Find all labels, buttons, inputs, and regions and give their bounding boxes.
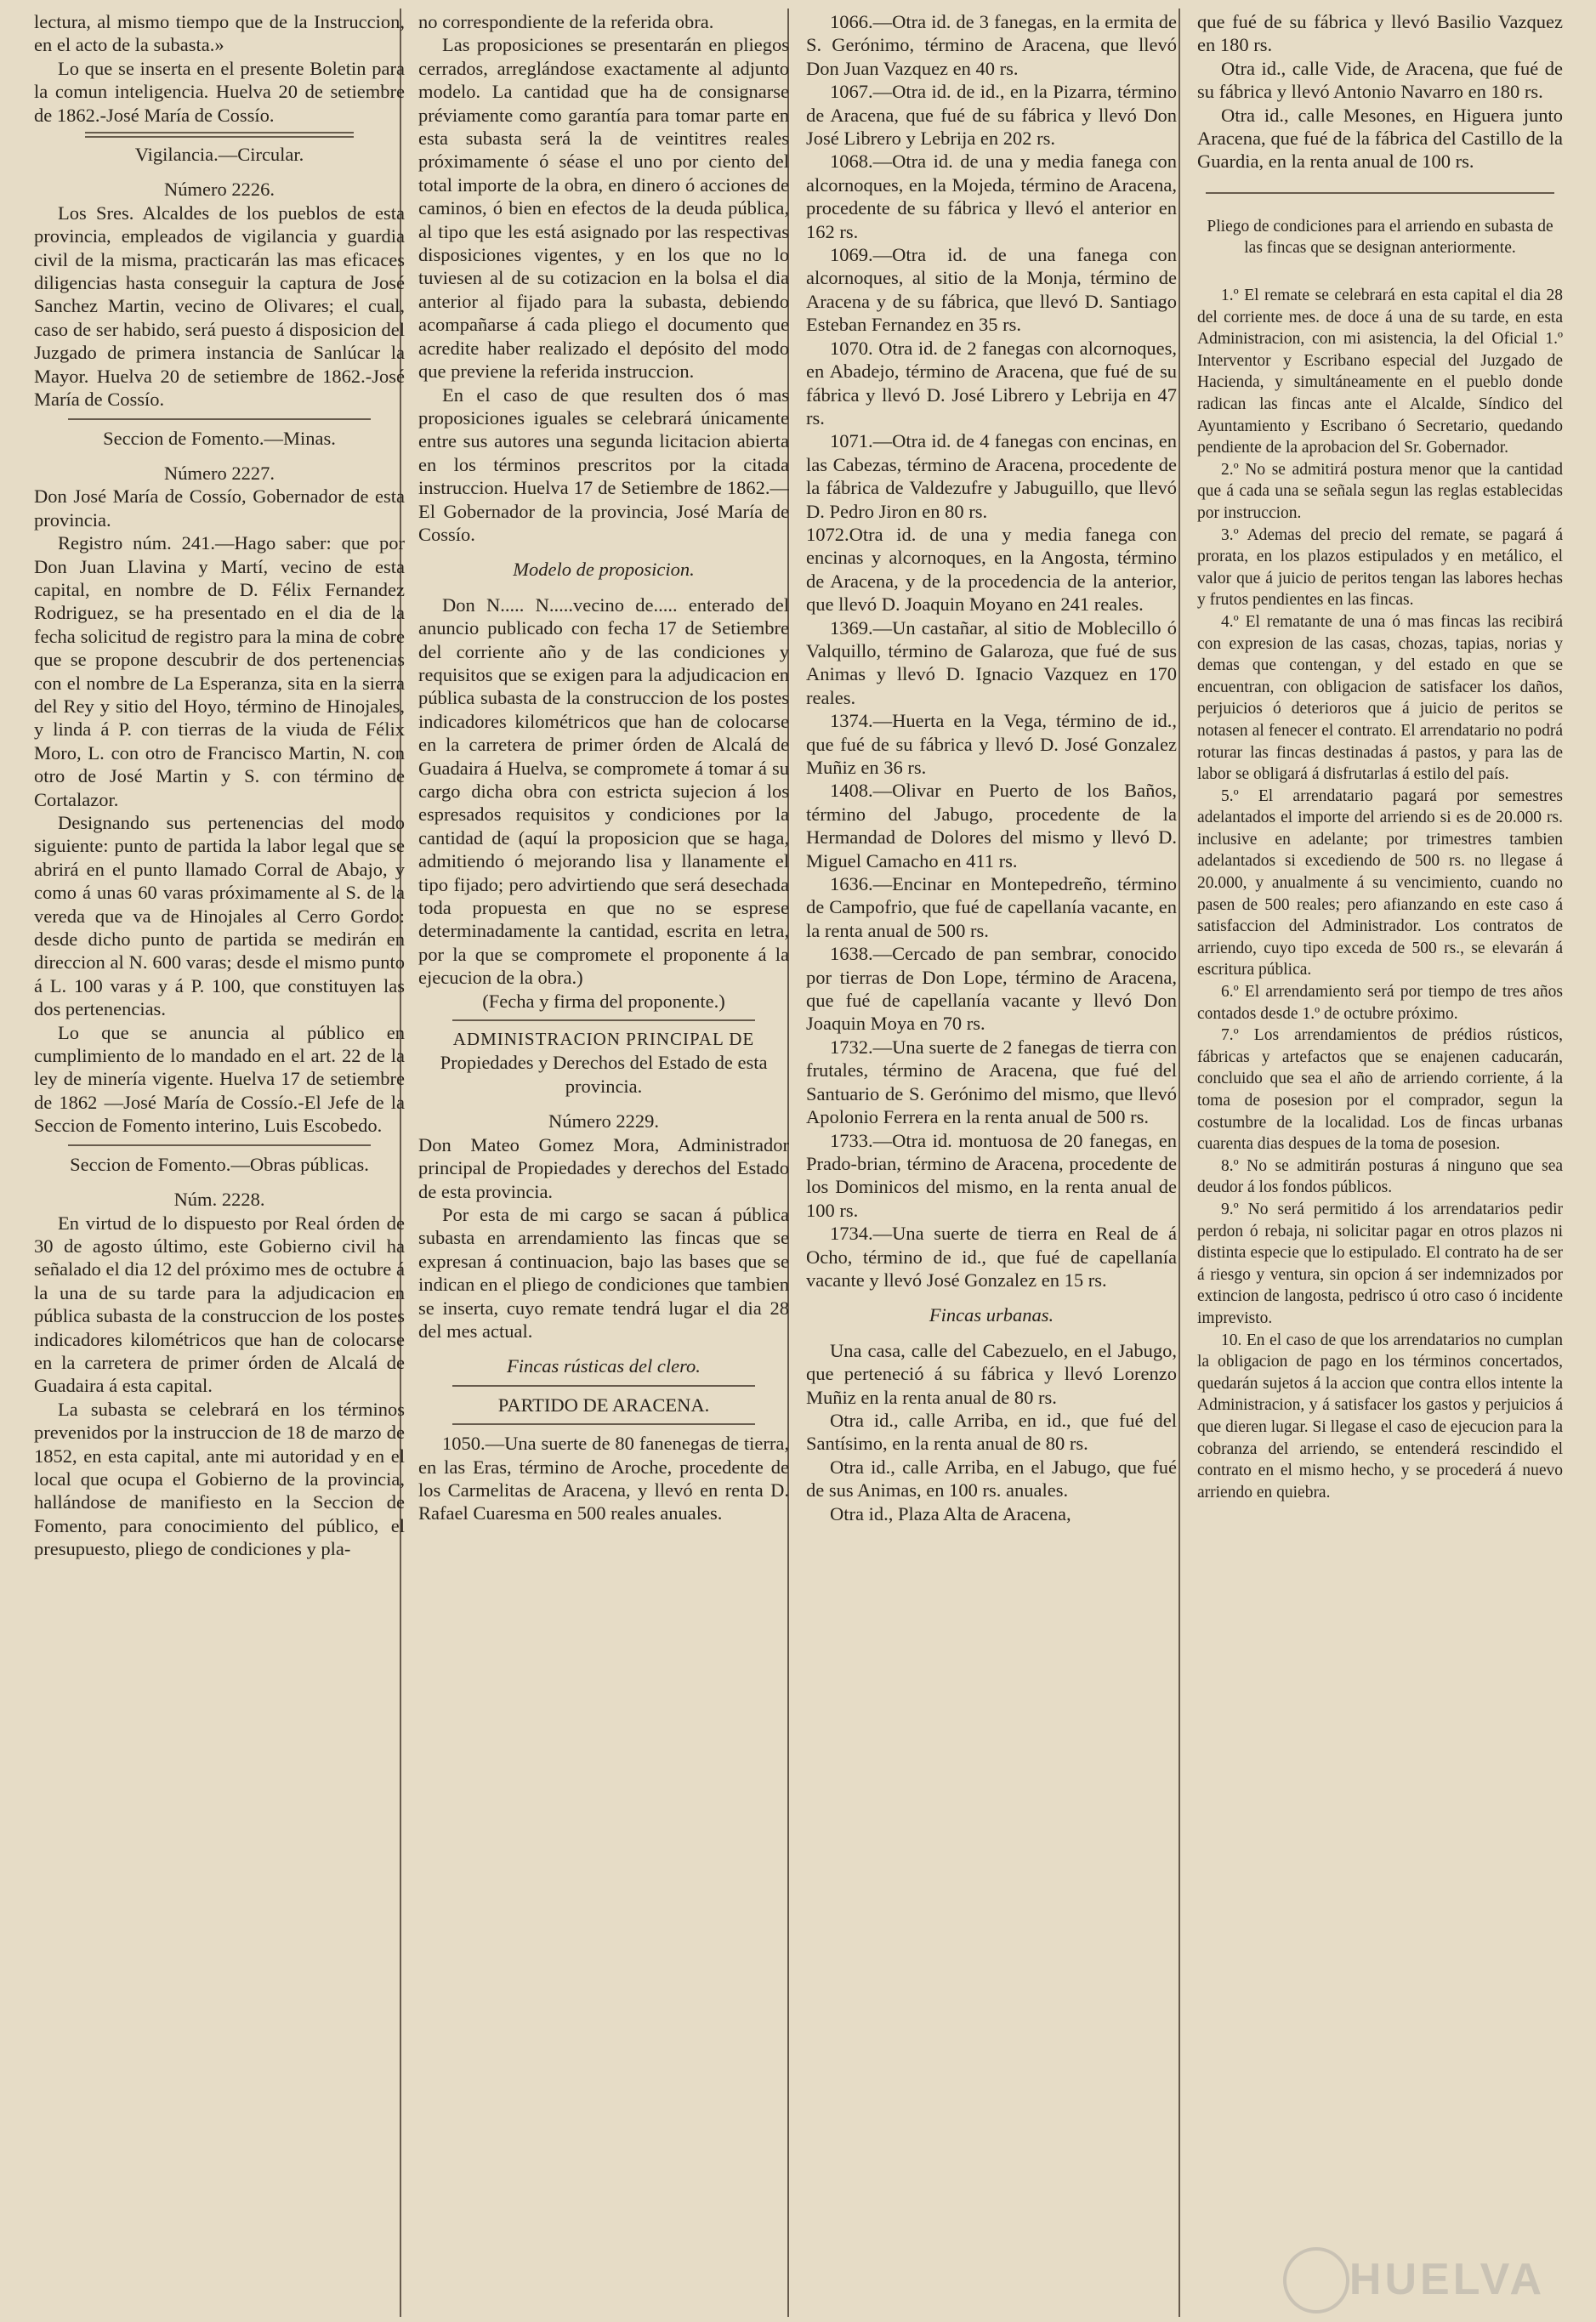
list-item: 1636.—Encinar en Montepedreño, término de Campofrio, que fué de capellanía vacante, en la renta anual de 500 rs. (806, 873, 1177, 941)
column-2 (418, 10, 789, 2306)
list-item: Una casa, calle del Cabezuelo, en el Jabugo, que perteneció á su fábrica y llevó Lorenzo Muñiz en la renta anual de 80 rs. (806, 1339, 1177, 1408)
list-item: 1068.—Otra id. de una y media fanega con alcornoques, en la Mojeda, término de Aracena, procedente de su fábrica y llevó el anterior en 162 rs. (806, 150, 1177, 242)
list-item: 1066.—Otra id. de 3 fanegas, en la ermita de S. Gerónimo, término de Aracena, que llevó Don Juan Vazquez en 40 rs. (806, 11, 1177, 79)
section-heading: ADMINISTRACION PRINCIPAL DE (452, 1029, 755, 1050)
conditions-heading: Pliego de condiciones para el arriendo en subasta de las fincas que se designan anteriormente. (1207, 217, 1553, 258)
column-1 (34, 10, 405, 2306)
column-rule-3 (1179, 9, 1180, 2317)
column-3 (806, 10, 1177, 2306)
condition-item: 1.º El remate se celebrará en esta capital el dia 28 del corriente mes. de doce á una de su tarde, en esta Administracion, con mi asistencia, la del Oficial 1.º Interventor y Escribano especial del Juzgado de Hacienda, y simultáneamente en el pueblo donde radican las fincas ante el Alcalde, Síndico del Ayuntamiento y Escribano ó Secretario, quedando pendiente de la aprobacion del Sr. Gobernador. (1197, 287, 1563, 457)
paragraph: Por esta de mi cargo se sacan á pública subasta en arrendamiento las fincas que se expresan á continuacion, bajo las bases que se indican en el pliego de condiciones que tambien se inserta, cuyo remate tendrá lugar el dia 28 del mes actual. (418, 1203, 789, 1342)
paragraph: Lo que se inserta en el presente Boletin para la comun inteligencia. Huelva 20 de setiembre de 1862.-José María de Cossío. (34, 57, 405, 126)
paragraph: Los Sres. Alcaldes de los pueblos de esta provincia, empleados de vigilancia y guardia civil de la misma, practicarán las mas eficaces diligencias hasta conseguir la captura de José Sanchez Martin, vecino de Olivares; el cual, caso de ser habido, será puesto á disposicion del Juzgado de primera instancia de Sanlúcar la Mayor. Huelva 20 de setiembre de 1862.-José María de Cossío. (34, 202, 405, 411)
watermark: HUELVA (1349, 2255, 1545, 2304)
list-item: 1408.—Olivar en Puerto de los Baños, término del Jabugo, procedente de la Hermandad de Dolores del mismo y llevó D. Miguel Camacho en 411 rs. (806, 780, 1177, 871)
list-item: 1638.—Cercado de pan sembrar, conocido por tierras de Don Lope, término de Aracena, que fué de capellanía vacante y llevó Don Joaquin Moya en 70 rs. (806, 943, 1177, 1035)
list-item: Otra id., calle Mesones, en Higuera junto Aracena, que fué de la fábrica del Castillo de la Guardia, en la renta anual de 100 rs. (1197, 104, 1563, 173)
section-heading: Fincas rústicas del clero. (507, 1355, 701, 1377)
list-item: 1369.—Un castañar, al sitio de Moblecillo ó Valquillo, término de Galaroza, que fué de sus Animas y llevó D. Ignacio Vazquez en 170 reales. (806, 616, 1177, 708)
section-heading: Modelo de proposicion. (513, 559, 695, 581)
paragraph: En virtud de lo dispuesto por Real órden de 30 de agosto último, este Gobierno civil ha señalado el dia 12 del próximo mes de octubre á la una de su tarde para la adjudicacion en pública subasta de la construccion de los postes indicadores kilométricos que han de colocarse en la carretera de primer órden de Alcalá de Guadaira á esta capital. (34, 1212, 405, 1397)
list-item: que fué de su fábrica y llevó Basilio Vazquez en 180 rs. (1197, 11, 1563, 56)
paragraph: La subasta se celebrará en los términos prevenidos por la instruccion de 18 de marzo de 1852, en esta capital, ante mi autoridad y en el local que ocupa el Gobierno de la provincia, hallándose de manifiesto en la Seccion de Fomento, para conocimiento del público, el presupuesto, pliego de condiciones y pla- (34, 1398, 405, 1560)
list-item: 1072.Otra id. de una y media fanega con encinas y alcornoques, en la Angosta, término de Aracena, y de la procedencia de la anterior, que llevó D. Joaquin Moyano en 241 reales. (806, 523, 1177, 616)
divider (452, 1423, 755, 1425)
notice-number: Número 2227. (164, 462, 275, 484)
divider (1206, 192, 1554, 194)
paragraph: Don Mateo Gomez Mora, Administrador principal de Propiedades y derechos del Estado de esta provincia. (418, 1133, 789, 1202)
condition-item: 2.º No se admitirá postura menor que la cantidad que á cada una se señala segun las reglas establecidas por instruccion. (1197, 460, 1563, 522)
divider (452, 1019, 755, 1021)
paragraph: En el caso de que resulten dos ó mas proposiciones iguales se celebrará únicamente entre sus autores una segunda licitacion abierta en los términos prescritos por la citada instruccion. Huelva 17 de Setiembre de 1862.—El Gobernador de la provincia, José María de Cossío. (418, 383, 789, 545)
paragraph: lectura, al mismo tiempo que de la Instruccion, en el acto de la subasta.» (34, 11, 405, 56)
list-item: 1070. Otra id. de 2 fanegas con alcornoques, en Abadejo, término de Aracena, que fué de su fábrica y llevó D. José Librero y Lebrija en 47 rs. (806, 337, 1177, 429)
divider (68, 1144, 371, 1146)
section-heading: Seccion de Fomento.—Obras públicas. (70, 1153, 369, 1175)
notice-number: Número 2226. (164, 179, 275, 201)
paragraph: Don José María de Cossío, Gobernador de esta provincia. (34, 485, 405, 531)
section-heading: Vigilancia.—Circular. (134, 144, 304, 166)
list-item: Otra id., calle Arriba, en el Jabugo, que fué de sus Animas, en 100 rs. anuales. (806, 1456, 1177, 1502)
condition-item: 6.º El arrendamiento será por tiempo de tres años contados desde 1.º de octubre próximo. (1197, 983, 1563, 1023)
condition-item: 10. En el caso de que los arrendatarios no cumplan la obligacion de pago en los términos concertados, quedarán sujetos á la accion que contra ellos intente la Administracion, y á satisfacer los gastos y perjuicios á que dieren lugar. Si llegase el caso de ejecucion para la cobranza del arriendo, se entenderá rescindido el contrato en el mismo hecho, y se procederá á nuevo arriendo en quiebra. (1197, 1331, 1563, 1502)
condition-item: 5.º El arrendatario pagará por semestres adelantados el importe del arriendo si es de 20.000 rs. inclusive en adelante; por trimestres tambien adelantados si excediendo de 500 rs. no llegase á 20.000, y anualmente á su vencimiento, cuando no pasen de 500 reales; pero afianzando en este caso á satisfaccion del Administrador. Los contratos de arriendo, cuyo tipo exceda de 500 rs., se elevarán á escritura pública. (1197, 786, 1563, 979)
notice-number: Número 2229. (548, 1110, 659, 1133)
list-item: 1374.—Huerta en la Vega, término de id., que fué de su fábrica y llevó D. José Gonzalez Muñiz en 36 rs. (806, 710, 1177, 778)
seal-icon (1283, 2247, 1349, 2313)
list-item: Otra id., Plaza Alta de Aracena, (830, 1502, 1071, 1524)
condition-item: 4.º El rematante de una ó mas fincas las recibirá con expresion de las casas, chozas, tapias, norias y demas que contengan, y del estado en que se encuentran, con obligacion de satisfacer los daños, perjuicios ó deterioros que á juicio de peritos se notasen al fenecer el contrato. El arrendatario no podrá roturar las fincas destinadas á pastos, y para las de labor se obligará á disfrutarlas á estilo del país. (1197, 612, 1563, 784)
list-item: 1067.—Otra id. de id., en la Pizarra, término de Aracena, que fué de su fábrica y llevó Don José Librero y Lebrija en 202 rs. (806, 81, 1177, 150)
paragraph: 1050.—Una suerte de 80 fanenegas de tierra, en las Eras, término de Aroche, procedente de los Carmelitas de Aracena, y llevó en renta D. Rafael Cuaresma en 500 reales anuales. (418, 1433, 789, 1524)
condition-item: 3.º Ademas del precio del remate, se pagará á prorata, en los plazos estipulados y en metálico, el valor que á juicio de peritos tengan las labores hechas y frutos pendientes en las fincas. (1197, 525, 1563, 610)
list-item: 1069.—Otra id. de una fanega con alcornoques, al sitio de la Monja, término de Aracena y de su fábrica, que llevó D. Santiago Esteban Fernandez en 35 rs. (806, 244, 1177, 336)
paragraph: Lo que se anuncia al público en cumplimiento de lo mandado en el art. 22 de la ley de minería vigente. Huelva 17 de setiembre de 1862 —José María de Cossío.-El Jefe de la Seccion de Fomento interino, Luis Escobedo. (34, 1021, 405, 1137)
list-item: 1732.—Una suerte de 2 fanegas de tierra con frutales, término de Aracena, que fué del Santuario de S. Gerónimo del mismo, que llevó Apolonio Ferrera en la renta anual de 500 rs. (806, 1036, 1177, 1128)
list-item: 1733.—Otra id. montuosa de 20 fanegas, en Prado-brian, término de Aracena, procedente de los Dominicos del mismo, en la renta anual de 100 rs. (806, 1129, 1177, 1221)
condition-item: 9.º No será permitido á los arrendatarios pedir perdon ó rebaja, ni solicitar pagar en otros plazos ni distinta especie que lo estipulado. El contrato ha de ser á riesgo y ventura, sin opcion á ser indemnizados por extincion de langosta, pedrisco ú otro caso ó incidente imprevisto. (1197, 1200, 1563, 1327)
paragraph: Don N..... N.....vecino de..... enterado del anuncio publicado con fecha 17 de Setiembre del corriente año y de las condiciones y requisitos que se exigen para la adjudicacion en pública subasta de la construccion de los postes indicadores kilométricos que han de colocarse en la carretera de primer órden de Alcalá de Guadaira á Huelva, se compromete á tomar á su cargo dicha obra con estricta sujecion á los espresados requisitos y condiciones por la cantidad de (aquí la proposicion que se haga, admitiendo ó mejorando lisa y llanamente el tipo fijado; pero advirtiendo que será desechada toda propuesta en que no se esprese determinadamente la cantidad, escrita en letra, por la que se compromete el proponente á la ejecucion de la obra.) (418, 593, 789, 989)
condition-item: 8.º No se admitirán posturas á ninguno que sea deudor á los fondos públicos. (1197, 1156, 1563, 1197)
section-heading: PARTIDO DE ARACENA. (497, 1394, 710, 1416)
paragraph: (Fecha y firma del proponente.) (482, 990, 725, 1012)
paragraph: Las proposiciones se presentarán en pliegos cerrados, arreglándose exactamente al adjunto modelo. La cantidad que ha de consignarse préviamente como garantía para tomar parte en esta subasta será la de veintitres reales próximamente ó séase el uno por ciento del total importe de la obra, en dinero ó acciones de caminos, ó bien en efectos de la deuda pública, al tipo que les está asignado por las respectivas disposiciones vigentes, y en los que no lo tuviesen al de su cotizacion en la bolsa el dia anterior al fijado para la subasta, debiendo acompañarse á cada pliego el documento que acredite haber realizado el depósito del modo que previene la referida instruccion. (418, 34, 789, 383)
section-heading: Seccion de Fomento.—Minas. (103, 427, 336, 449)
divider (68, 418, 371, 420)
list-item: 1071.—Otra id. de 4 fanegas con encinas, en las Cabezas, término de Aracena, procedente de la fábrica de Valdezufre y Jabuguillo, que llevó D. Pedro Jiron en 80 rs. (806, 430, 1177, 522)
paragraph: Registro núm. 241.—Hago saber: que por Don Juan Llavina y Martí, vecino de esta capital, en nombre de D. Félix Fernandez Rodriguez, se ha presentado en el dia de la fecha solicitud de registro para la mina de cobre que se propone descubrir de dos pertenencias con el nombre de La Esperanza, sita en la sierra del Rey y sitio del Hoyo, término de Hinojales, y linda á P. con tierras de la viuda de Félix Moro, L. con otro de Francisco Martin, N. con otro de José Martin y S. con término de Cortalazor. (34, 532, 405, 810)
divider (452, 1385, 755, 1387)
section-heading: Fincas urbanas. (929, 1304, 1054, 1326)
section-subheading: Propiedades y Derechos del Estado de esta provincia. (440, 1052, 768, 1097)
divider (85, 132, 354, 138)
list-item: 1734.—Una suerte de tierra en Real de á Ocho, término de id., que fué de capellanía vacante y llevó José Gonzalez en 15 rs. (806, 1223, 1177, 1291)
paragraph: no correspondiente de la referida obra. (418, 11, 714, 32)
list-item: Otra id., calle Vide, de Aracena, que fué de su fábrica y llevó Antonio Navarro en 180 rs. (1197, 57, 1563, 103)
paragraph: Designando sus pertenencias del modo siguiente: punto de partida la labor legal que se abrirá en el punto llamado Corral de Abajo, y como á unas 60 varas próximamente al S. de la vereda que va de Hinojales al Cerro Gordo: desde dicho punto de partida se medirán en direccion al N. 600 varas; desde el mismo punto á L. 100 varas y á P. 100, que constituyen las dos pertenencias. (34, 812, 405, 1020)
column-4 (1197, 10, 1563, 2306)
notice-number: Núm. 2228. (173, 1189, 265, 1211)
list-item: Otra id., calle Arriba, en id., que fué del Santísimo, en la renta anual de 80 rs. (806, 1409, 1177, 1455)
condition-item: 7.º Los arrendamientos de prédios rústicos, fábricas y artefactos que se enajenen caducarán, concluido que sea el año de arriendo corriente, á la toma de posesion por el comprador, segun la costumbre de la localidad. Los de fincas urbanas cuarenta dias despues de la toma de posesion. (1197, 1026, 1563, 1154)
